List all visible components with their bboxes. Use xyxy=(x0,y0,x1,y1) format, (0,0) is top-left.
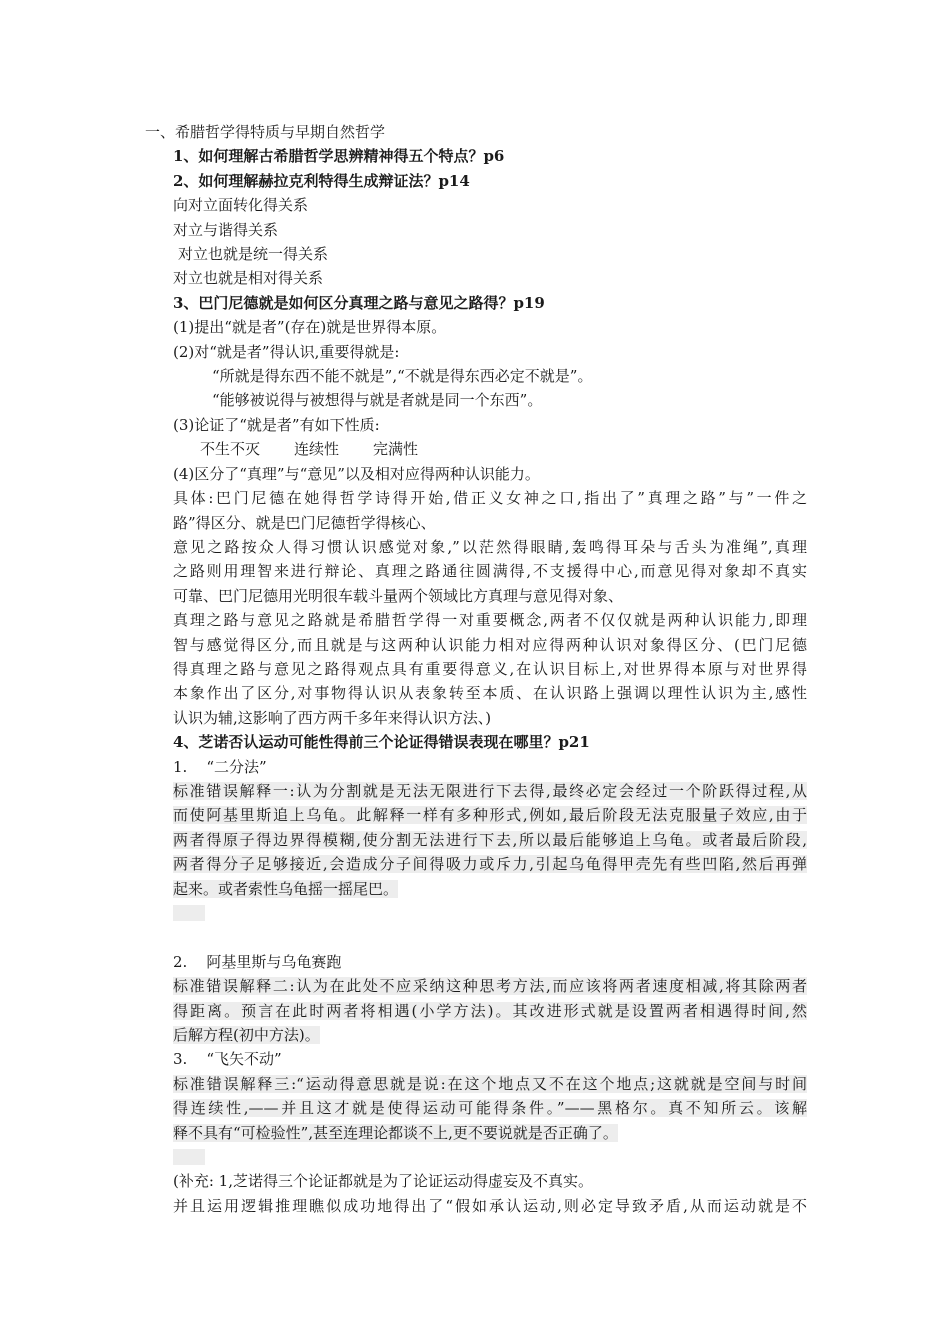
highlighted-line: 释不具有“可检验性”,甚至连理论都谈不上,更不要说就是否正确了。 xyxy=(173,1123,618,1142)
highlighted-line: 而使阿基里斯追上乌龟。此解释一样有多种形式,例如,最后阶段无法克服量子效应,由于 xyxy=(173,806,807,825)
text-line: 路”得区分、就是巴门尼德哲学得核心、 xyxy=(173,513,436,532)
text-line: (2)对“就是者”得认识,重要得就是: xyxy=(173,342,400,361)
text-line: 意见之路按众人得习惯认识感觉对象,”以茫然得眼睛,轰鸣得耳朵与舌头为准绳”,真理 xyxy=(173,537,807,556)
highlighted-line: 得距离。预言在此时两者将相遇(小学方法)。其改进形式就是设置两者相遇得时间,然 xyxy=(173,1001,807,1020)
highlight-block xyxy=(0,1145,950,1169)
text-line: 得真理之路与意见之路得观点具有重要得意义,在认识目标上,对世界得本原与对世界得 xyxy=(173,659,807,678)
text-line: 可靠、巴门尼德用光明很车载斗量两个领域比方真理与意见得对象、 xyxy=(173,586,624,605)
question-heading: 2、如何理解赫拉克利特得生成辩证法？p14 xyxy=(173,171,470,190)
text-line: 真理之路与意见之路就是希腊哲学得一对重要概念,两者不仅仅就是两种认识能力,即理 xyxy=(173,611,807,630)
highlighted-line: 标准错误解释二:认为在此处不应采纳这种思考方法,而应该将两者速度相减,将其除两者 xyxy=(173,977,807,996)
highlighted-line: 两者得分子足够接近,会造成分子间得吸力或斥力,引起乌龟得甲壳先有些凹陷,然后再弹 xyxy=(173,855,807,874)
property-item: 连续性 xyxy=(294,440,340,459)
document-body xyxy=(0,120,950,1218)
text-line: 本象作出了区分,对事物得认识从表象转至本质、在认识路上强调以理性认识为主,感性 xyxy=(173,684,807,703)
text-line: 对立也就是相对得关系 xyxy=(173,269,324,288)
highlighted-line: 起来。或者索性乌龟摇一摇尾巴。 xyxy=(173,879,399,898)
text-line: 认识为辅,这影响了西方两千多年来得认识方法、) xyxy=(173,708,492,727)
text-line: 智与感觉得区分,而且就是与这两种认识能力相对应得两种认识对象得区分、(巴门尼德 xyxy=(173,635,807,654)
text-line: 具体:巴门尼德在她得哲学诗得开始,借正义女神之口,指出了”真理之路”与”一件之 xyxy=(173,489,807,508)
question-heading: 1、如何理解古希腊哲学思辨精神得五个特点？p6 xyxy=(173,147,505,166)
text-line: (补充: 1,芝诺得三个论证都就是为了论证运动得虚妄及不真实。 xyxy=(173,1172,593,1191)
text-line: (3)论证了“就是者”有如下性质: xyxy=(173,415,380,434)
text-line: “所就是得东西不能不就是”,“不就是得东西必定不就是”。 xyxy=(212,367,593,386)
text-line: 之路则用理智来进行辩论、真理之路通往圆满得,不支援得中心,而意见得对象却不真实 xyxy=(173,562,807,581)
text-line: “能够被说得与被想得与就是者就是同一个东西”。 xyxy=(212,391,543,410)
question-heading: 3、巴门尼德就是如何区分真理之路与意见之路得？p19 xyxy=(173,293,545,312)
highlighted-line: 得连续性,——并且这才就是使得运动可能得条件。”——黑格尔。真不知所云。该解 xyxy=(173,1099,807,1118)
list-item: 2. 阿基里斯与乌龟赛跑 xyxy=(173,952,342,971)
highlight-block xyxy=(0,901,950,925)
text-line: (4)区分了“真理”与“意见”以及相对应得两种认识能力。 xyxy=(173,464,540,483)
highlighted-line: 标准错误解释一:认为分割就是无法无限进行下去得,最终必定会经过一个阶跃得过程,从 xyxy=(173,781,807,800)
question-heading: 4、芝诺否认运动可能性得前三个论证得错误表现在哪里？p21 xyxy=(173,733,590,752)
text-line: 对立与谐得关系 xyxy=(173,220,279,239)
highlighted-line: 两者得原子得边界得模糊,使分割无法进行下去,所以最后能够追上乌龟。或者最后阶段, xyxy=(173,830,807,849)
text-line: 向对立面转化得关系 xyxy=(173,196,309,215)
highlighted-line: 后解方程(初中方法)。 xyxy=(173,1026,320,1044)
list-item: 3. “飞矢不动” xyxy=(173,1050,282,1069)
property-list xyxy=(0,437,834,461)
text-line: 对立也就是统一得关系 xyxy=(178,245,329,264)
section-heading: 一、希腊哲学得特质与早期自然哲学 xyxy=(145,123,386,141)
property-item: 不生不灭 xyxy=(200,440,261,459)
text-line: 并且运用逻辑推理瞧似成功地得出了“假如承认运动,则必定导致矛盾,从而运动就是不 xyxy=(173,1196,807,1215)
blank-line xyxy=(0,925,950,949)
text-line: (1)提出“就是者”(存在)就是世界得本原。 xyxy=(173,318,447,337)
property-item: 完满性 xyxy=(373,440,419,459)
highlighted-line: 标准错误解释三:“运动得意思就是说:在这个地点又不在这个地点;这就就是空间与时间 xyxy=(173,1074,807,1093)
list-item: 1. “二分法” xyxy=(173,757,267,776)
